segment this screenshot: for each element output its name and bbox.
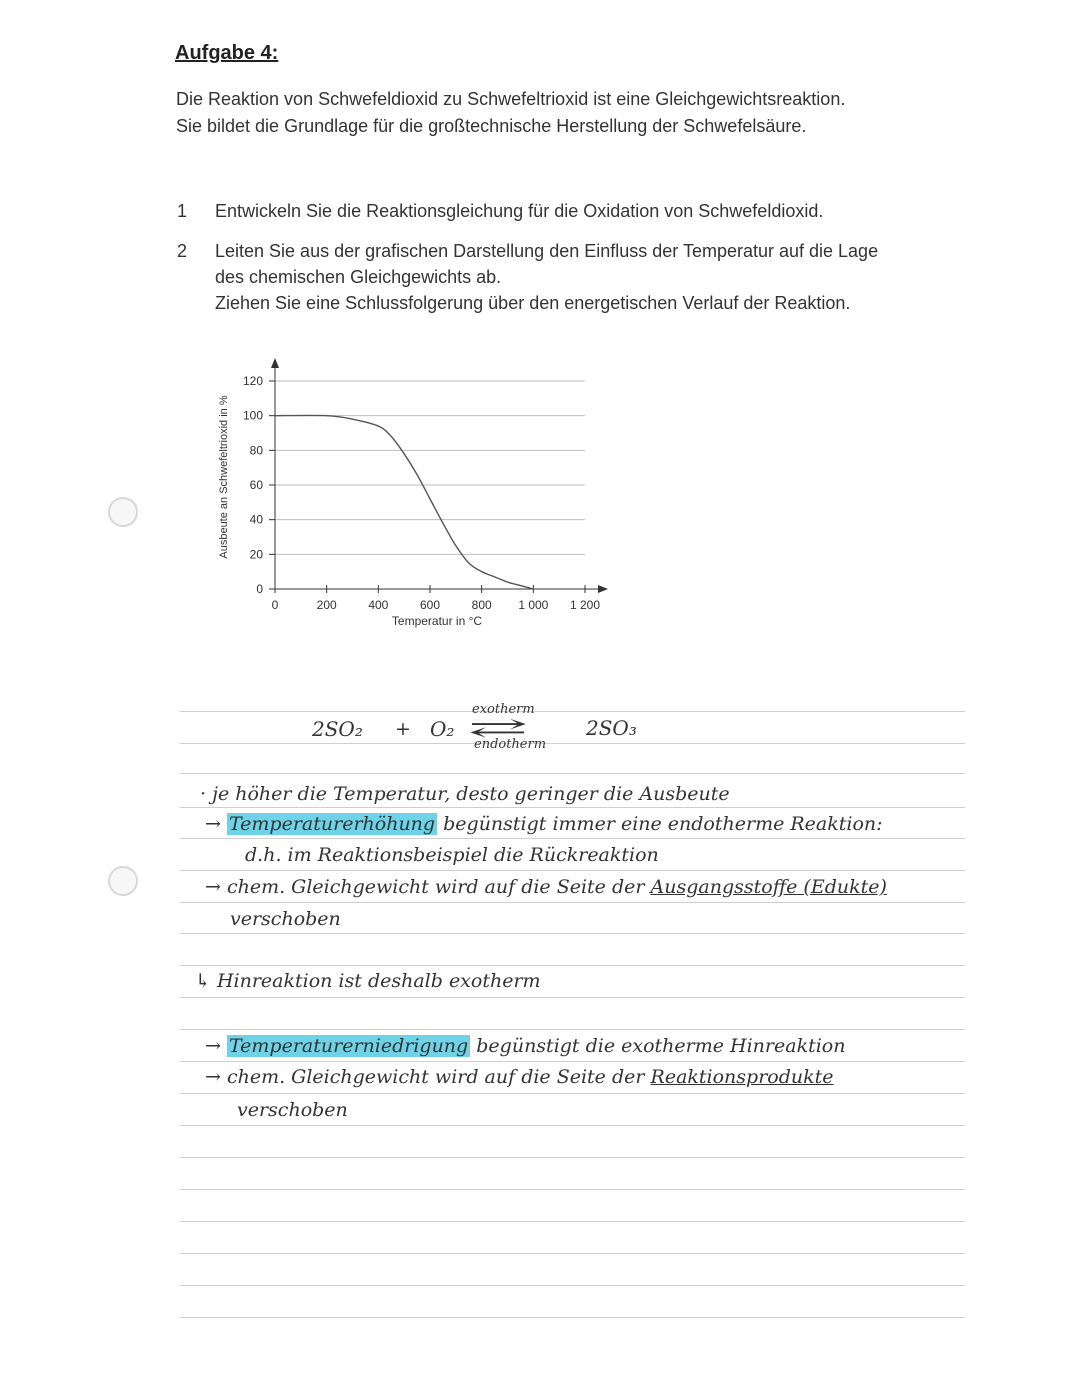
x-axis-arrow-icon (598, 585, 608, 593)
question-number: 2 (177, 241, 188, 261)
punch-hole-icon (108, 497, 138, 527)
note-line (205, 813, 883, 835)
note-line: ↳ Hinreaktion ist deshalb exotherm (195, 970, 541, 992)
note-text: Ausgangsstoffe (Edukte) (650, 876, 887, 898)
arrow-icon: → (205, 1035, 221, 1057)
rule-line (180, 902, 965, 903)
arrow-icon: → (205, 813, 221, 835)
rule-line (180, 773, 965, 774)
question-number: 1 (177, 201, 188, 221)
equilibrium-arrow-icon: ⇄ (467, 714, 529, 742)
x-tick-label: 600 (419, 598, 441, 612)
note-text: Reaktionsprodukte (650, 1066, 834, 1088)
equation-label-exotherm: exotherm (472, 702, 535, 717)
rule-line (180, 838, 965, 839)
highlighted-term: Temperaturerniedrigung (228, 1035, 469, 1057)
y-tick-label: 40 (249, 512, 263, 527)
rule-line (180, 1093, 965, 1094)
question-2 (177, 238, 879, 316)
y-tick-label: 100 (242, 408, 263, 423)
note-text: → chem. Gleichgewicht wird auf die Seite der (205, 1066, 645, 1088)
rule-line (180, 711, 965, 712)
question-text: des chemischen Gleichgewichts ab. (215, 267, 502, 287)
note-text: begünstigt die exotherme Hinreaktion (476, 1035, 846, 1057)
task-intro (176, 86, 845, 140)
rule-line (180, 1317, 965, 1318)
rule-line (180, 1061, 965, 1062)
rule-line (180, 1221, 965, 1222)
y-tick-label: 20 (249, 547, 263, 562)
question-text: Ziehen Sie eine Schlussfolgerung über den energetischen Verlauf der Reaktion. (215, 293, 851, 313)
x-axis-label: Temperatur in °C (391, 614, 483, 628)
equation-label-endotherm: endotherm (474, 737, 547, 752)
x-tick-label: 200 (316, 598, 337, 612)
task-title: Aufgabe 4: (175, 42, 279, 64)
punch-hole-icon (108, 866, 138, 896)
note-line: d.h. im Reaktionsbeispiel die Rückreaktion (245, 844, 659, 866)
y-tick-label: 0 (256, 582, 263, 596)
yield-temperature-chart (200, 355, 620, 640)
note-line (205, 1035, 845, 1057)
equation-oxygen: O₂ (430, 717, 455, 741)
highlighted-term: Temperaturerhöhung (228, 813, 436, 835)
rule-line (180, 807, 965, 808)
rule-line (180, 1157, 965, 1158)
note-line (205, 1066, 834, 1088)
note-line: verschoben (237, 1099, 348, 1121)
rule-line (180, 1029, 965, 1030)
x-tick-label: 400 (368, 598, 389, 612)
rule-line (180, 965, 965, 966)
note-line: verschoben (230, 908, 341, 930)
note-text: → chem. Gleichgewicht wird auf die Seite der (205, 876, 645, 898)
x-tick-label: 1 200 (569, 598, 601, 612)
note-line (205, 876, 887, 898)
question-1 (177, 198, 824, 224)
rule-line (180, 1189, 965, 1190)
equation-plus: + (395, 718, 411, 740)
y-axis-label: Ausbeute an Schwefeltrioxid in % (218, 395, 230, 559)
note-line: · je höher die Temperatur, desto geringer die Ausbeute (200, 783, 730, 805)
question-text: Entwickeln Sie die Reaktionsgleichung für die Oxidation von Schwefeldioxid. (215, 201, 824, 221)
note-text: begünstigt immer eine endotherme Reaktion: (443, 813, 883, 835)
rule-line (180, 997, 965, 998)
x-tick-label: 800 (471, 598, 492, 612)
equation-product: 2SO₃ (586, 716, 637, 740)
series-line (275, 415, 533, 589)
y-tick-label: 120 (242, 374, 263, 388)
x-tick-label: 1 000 (518, 598, 549, 612)
rule-line (180, 870, 965, 871)
y-axis-arrow-icon (271, 358, 279, 368)
intro-line: Die Reaktion von Schwefeldioxid zu Schwefeltrioxid ist eine Gleichgewichtsreaktion. (176, 89, 846, 109)
rule-line (180, 933, 965, 934)
rule-line (180, 743, 965, 744)
rule-line (180, 1125, 965, 1126)
question-text: Leiten Sie aus der grafischen Darstellung den Einfluss der Temperatur auf die Lage (215, 241, 879, 261)
y-tick-label: 60 (249, 478, 263, 492)
rule-line (180, 1285, 965, 1286)
x-tick-label: 0 (271, 598, 279, 612)
y-tick-label: 80 (249, 443, 263, 458)
equation-reactant: 2SO₂ (312, 717, 363, 741)
intro-line: Sie bildet die Grundlage für die großtechnische Herstellung der Schwefelsäure. (176, 116, 807, 136)
rule-line (180, 1253, 965, 1254)
